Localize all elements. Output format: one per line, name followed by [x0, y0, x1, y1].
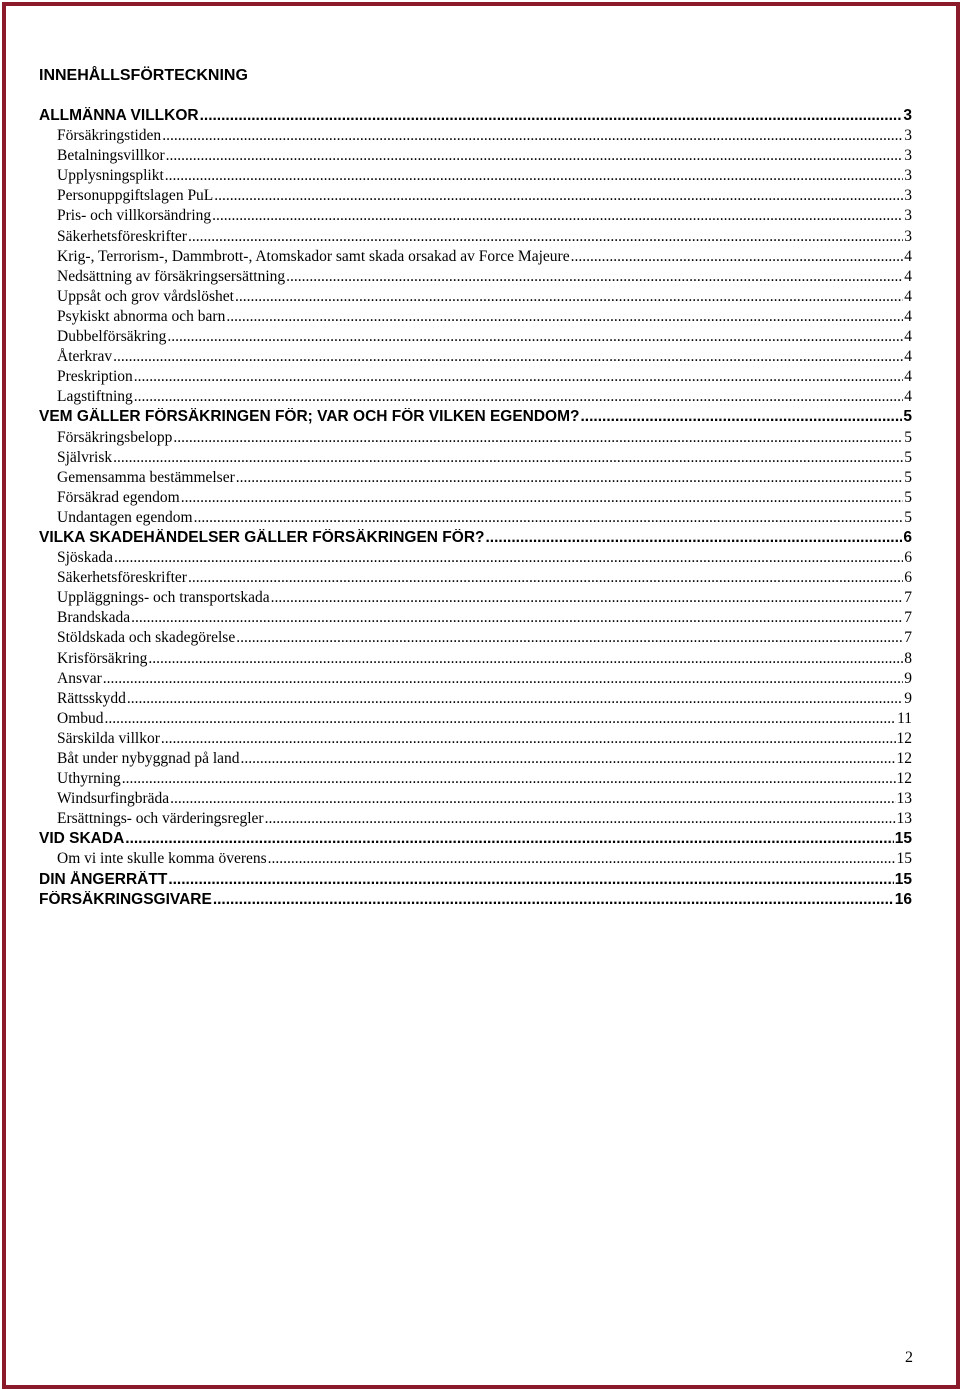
toc-entry-page: 7: [904, 609, 912, 627]
toc-dot-leader: [127, 690, 903, 708]
toc-entry-title: Windsurfingbräda: [57, 790, 170, 808]
toc-entry[interactable]: [39, 328, 912, 348]
toc-dot-leader: [167, 328, 903, 346]
toc-section-entry[interactable]: [39, 830, 912, 850]
toc-dot-leader: [168, 871, 893, 889]
toc-entry[interactable]: [39, 187, 912, 207]
toc-dot-leader: [213, 891, 894, 909]
toc-dot-leader: [486, 529, 903, 547]
toc-dot-leader: [170, 790, 895, 808]
toc-entry-page: 3: [904, 207, 912, 225]
toc-entry[interactable]: [39, 589, 912, 609]
toc-entry[interactable]: [39, 167, 912, 187]
toc-dot-leader: [214, 187, 903, 205]
toc-entry[interactable]: [39, 770, 912, 790]
toc-entry-title: Psykiskt abnorma och barn: [57, 307, 226, 325]
toc-dot-leader: [114, 549, 903, 567]
toc-entry[interactable]: [39, 368, 912, 388]
toc-section-entry[interactable]: [39, 408, 912, 428]
toc-entry-page: 6: [904, 549, 912, 567]
toc-dot-leader: [265, 810, 896, 828]
toc-entry-page: 12: [896, 770, 912, 788]
toc-dot-leader: [241, 750, 896, 768]
table-of-contents: [39, 107, 912, 911]
toc-entry-page: 15: [896, 850, 912, 868]
toc-entry[interactable]: [39, 248, 912, 268]
toc-entry-title: Säkerhetsföreskrifter: [57, 569, 187, 587]
toc-entry-title: Upplysningsplikt: [57, 167, 164, 185]
toc-dot-leader: [236, 469, 903, 487]
toc-entry-page: 3: [904, 227, 912, 245]
toc-entry-title: Betalningsvillkor: [57, 147, 165, 165]
toc-entry-page: 5: [904, 428, 912, 446]
toc-dot-leader: [134, 368, 903, 386]
toc-entry[interactable]: [39, 449, 912, 469]
toc-section-entry[interactable]: [39, 891, 912, 911]
toc-dot-leader: [268, 850, 896, 868]
toc-dot-leader: [113, 348, 903, 366]
toc-dot-leader: [165, 167, 903, 185]
toc-entry-page: 5: [904, 508, 912, 526]
toc-entry-page: 5: [903, 408, 912, 426]
toc-entry[interactable]: [39, 629, 912, 649]
toc-entry-title: Krisförsäkring: [57, 649, 148, 667]
toc-entry-title: Gemensamma bestämmelser: [57, 468, 235, 486]
toc-dot-leader: [103, 670, 903, 688]
toc-entry-page: 4: [904, 287, 912, 305]
toc-dot-leader: [188, 569, 903, 587]
toc-entry-title: Pris- och villkorsändring: [57, 207, 212, 225]
toc-entry[interactable]: [39, 127, 912, 147]
toc-dot-leader: [161, 730, 896, 748]
toc-entry-title: Stöldskada och skadegörelse: [57, 629, 236, 647]
toc-entry[interactable]: [39, 549, 912, 569]
toc-dot-leader: [148, 650, 903, 668]
toc-entry-title: DIN ÅNGERRÄTT: [39, 870, 168, 888]
toc-entry-title: Uthyrning: [57, 770, 121, 788]
toc-entry[interactable]: [39, 670, 912, 690]
toc-entry-title: Säkerhetsföreskrifter: [57, 227, 187, 245]
toc-dot-leader: [194, 509, 904, 527]
toc-entry[interactable]: [39, 730, 912, 750]
toc-dot-leader: [134, 388, 903, 406]
toc-dot-leader: [105, 710, 897, 728]
toc-entry[interactable]: [39, 288, 912, 308]
toc-dot-leader: [271, 589, 904, 607]
toc-entry[interactable]: [39, 690, 912, 710]
toc-entry-title: Uppläggnings- och transportskada: [57, 589, 270, 607]
toc-dot-leader: [571, 248, 904, 266]
toc-entry-title: Återkrav: [57, 348, 113, 366]
toc-entry[interactable]: [39, 750, 912, 770]
toc-entry-title: Ombud: [57, 709, 104, 727]
toc-entry-page: 3: [904, 127, 912, 145]
toc-dot-leader: [131, 609, 903, 627]
toc-entry-title: VEM GÄLLER FÖRSÄKRINGEN FÖR; VAR OCH FÖR VILKEN EGENDOM?: [39, 408, 580, 426]
toc-entry-page: 12: [896, 729, 912, 747]
toc-entry-title: ALLMÄNNA VILLKOR: [39, 107, 199, 124]
toc-dot-leader: [236, 629, 903, 647]
toc-dot-leader: [125, 830, 893, 848]
toc-entry-page: 5: [904, 488, 912, 506]
toc-entry[interactable]: [39, 569, 912, 589]
toc-section-entry[interactable]: [39, 871, 912, 891]
toc-dot-leader: [113, 449, 903, 467]
toc-entry[interactable]: [39, 509, 912, 529]
toc-entry[interactable]: [39, 489, 912, 509]
toc-entry-page: 6: [903, 528, 912, 546]
toc-dot-leader: [235, 288, 903, 306]
toc-entry-title: Sjöskada: [57, 549, 113, 567]
toc-entry[interactable]: [39, 348, 912, 368]
toc-dot-leader: [286, 268, 903, 286]
toc-entry[interactable]: [39, 710, 912, 730]
toc-entry-page: 9: [904, 669, 912, 687]
toc-dot-leader: [212, 207, 903, 225]
toc-entry-page: 15: [894, 870, 912, 888]
toc-dot-leader: [188, 228, 903, 246]
toc-entry-page: 4: [904, 388, 912, 406]
toc-section-entry[interactable]: [39, 107, 912, 127]
toc-entry-page: 4: [904, 307, 912, 325]
toc-entry-page: 13: [896, 790, 912, 808]
toc-entry-title: Lagstiftning: [57, 388, 133, 406]
toc-entry[interactable]: [39, 850, 912, 870]
toc-entry-page: 5: [904, 468, 912, 486]
page-number: 2: [905, 1349, 913, 1366]
toc-dot-leader: [122, 770, 896, 788]
toc-entry-page: 4: [904, 348, 912, 366]
toc-entry-page: 13: [896, 810, 912, 828]
toc-entry-title: Försäkringstiden: [57, 127, 162, 145]
toc-entry-page: 6: [904, 569, 912, 587]
toc-dot-leader: [226, 308, 903, 326]
toc-entry-title: Särskilda villkor: [57, 729, 160, 747]
toc-entry[interactable]: [39, 469, 912, 489]
toc-entry-page: 4: [904, 267, 912, 285]
toc-entry-title: Försäkringsbelopp: [57, 428, 173, 446]
toc-entry-title: Dubbelförsäkring: [57, 328, 167, 346]
toc-dot-leader: [200, 107, 903, 125]
toc-dot-leader: [162, 127, 903, 145]
toc-dot-leader: [166, 147, 904, 165]
toc-entry[interactable]: [39, 609, 912, 629]
toc-entry[interactable]: [39, 790, 912, 810]
toc-entry-title: Ansvar: [57, 669, 102, 687]
toc-heading: INNEHÅLLSFÖRTECKNING: [39, 67, 248, 84]
toc-entry-title: FÖRSÄKRINGSGIVARE: [39, 890, 212, 908]
toc-entry-title: Nedsättning av försäkringsersättning: [57, 267, 286, 285]
toc-entry-title: Preskription: [57, 368, 133, 386]
toc-entry-page: 7: [904, 589, 912, 607]
toc-entry-page: 12: [896, 750, 912, 767]
toc-entry-title: Undantagen egendom: [57, 508, 193, 526]
toc-entry-title: Brandskada: [57, 609, 131, 627]
toc-entry-page: 5: [904, 448, 912, 466]
toc-entry-page: 11: [897, 709, 912, 727]
toc-entry-page: 4: [904, 247, 912, 265]
toc-entry-title: Båt under nybyggnad på land: [57, 750, 240, 767]
toc-entry-title: Om vi inte skulle komma överens: [57, 850, 267, 868]
toc-section-entry[interactable]: [39, 529, 912, 549]
toc-entry-page: 7: [904, 629, 912, 647]
toc-entry[interactable]: [39, 308, 912, 328]
toc-entry-page: 16: [894, 890, 912, 908]
toc-entry-title: Försäkrad egendom: [57, 488, 180, 506]
toc-entry-page: 3: [904, 147, 912, 165]
toc-entry-title: Uppsåt och grov vårdslöshet: [57, 287, 234, 305]
toc-entry[interactable]: [39, 207, 912, 227]
toc-entry-title: Ersättnings- och värderingsregler: [57, 810, 264, 828]
toc-entry[interactable]: [39, 147, 912, 167]
toc-entry-title: Självrisk: [57, 448, 113, 466]
toc-entry[interactable]: [39, 268, 912, 288]
toc-entry-page: 8: [904, 649, 912, 667]
toc-entry-title: Rättsskydd: [57, 689, 126, 707]
toc-entry[interactable]: [39, 429, 912, 449]
toc-entry-title: VID SKADA: [39, 830, 125, 848]
toc-entry-title: VILKA SKADEHÄNDELSER GÄLLER FÖRSÄKRINGEN FÖR?: [39, 528, 485, 546]
toc-dot-leader: [173, 429, 903, 447]
toc-entry-page: 3: [904, 167, 912, 185]
toc-entry-page: 15: [894, 830, 912, 848]
toc-entry-page: 9: [904, 689, 912, 707]
toc-entry-page: 4: [904, 328, 912, 346]
toc-entry[interactable]: [39, 228, 912, 248]
toc-entry-page: 4: [904, 368, 912, 386]
toc-entry[interactable]: [39, 388, 912, 408]
toc-entry-title: Krig-, Terrorism-, Dammbrott-, Atomskador samt skada orsakad av Force Majeure: [57, 247, 570, 265]
toc-entry-page: 3: [904, 187, 912, 205]
toc-entry-title: Personuppgiftslagen PuL: [57, 187, 214, 205]
toc-dot-leader: [181, 489, 904, 507]
toc-dot-leader: [581, 408, 903, 426]
toc-entry[interactable]: [39, 810, 912, 830]
toc-entry-page: 3: [903, 107, 912, 124]
toc-entry[interactable]: [39, 650, 912, 670]
